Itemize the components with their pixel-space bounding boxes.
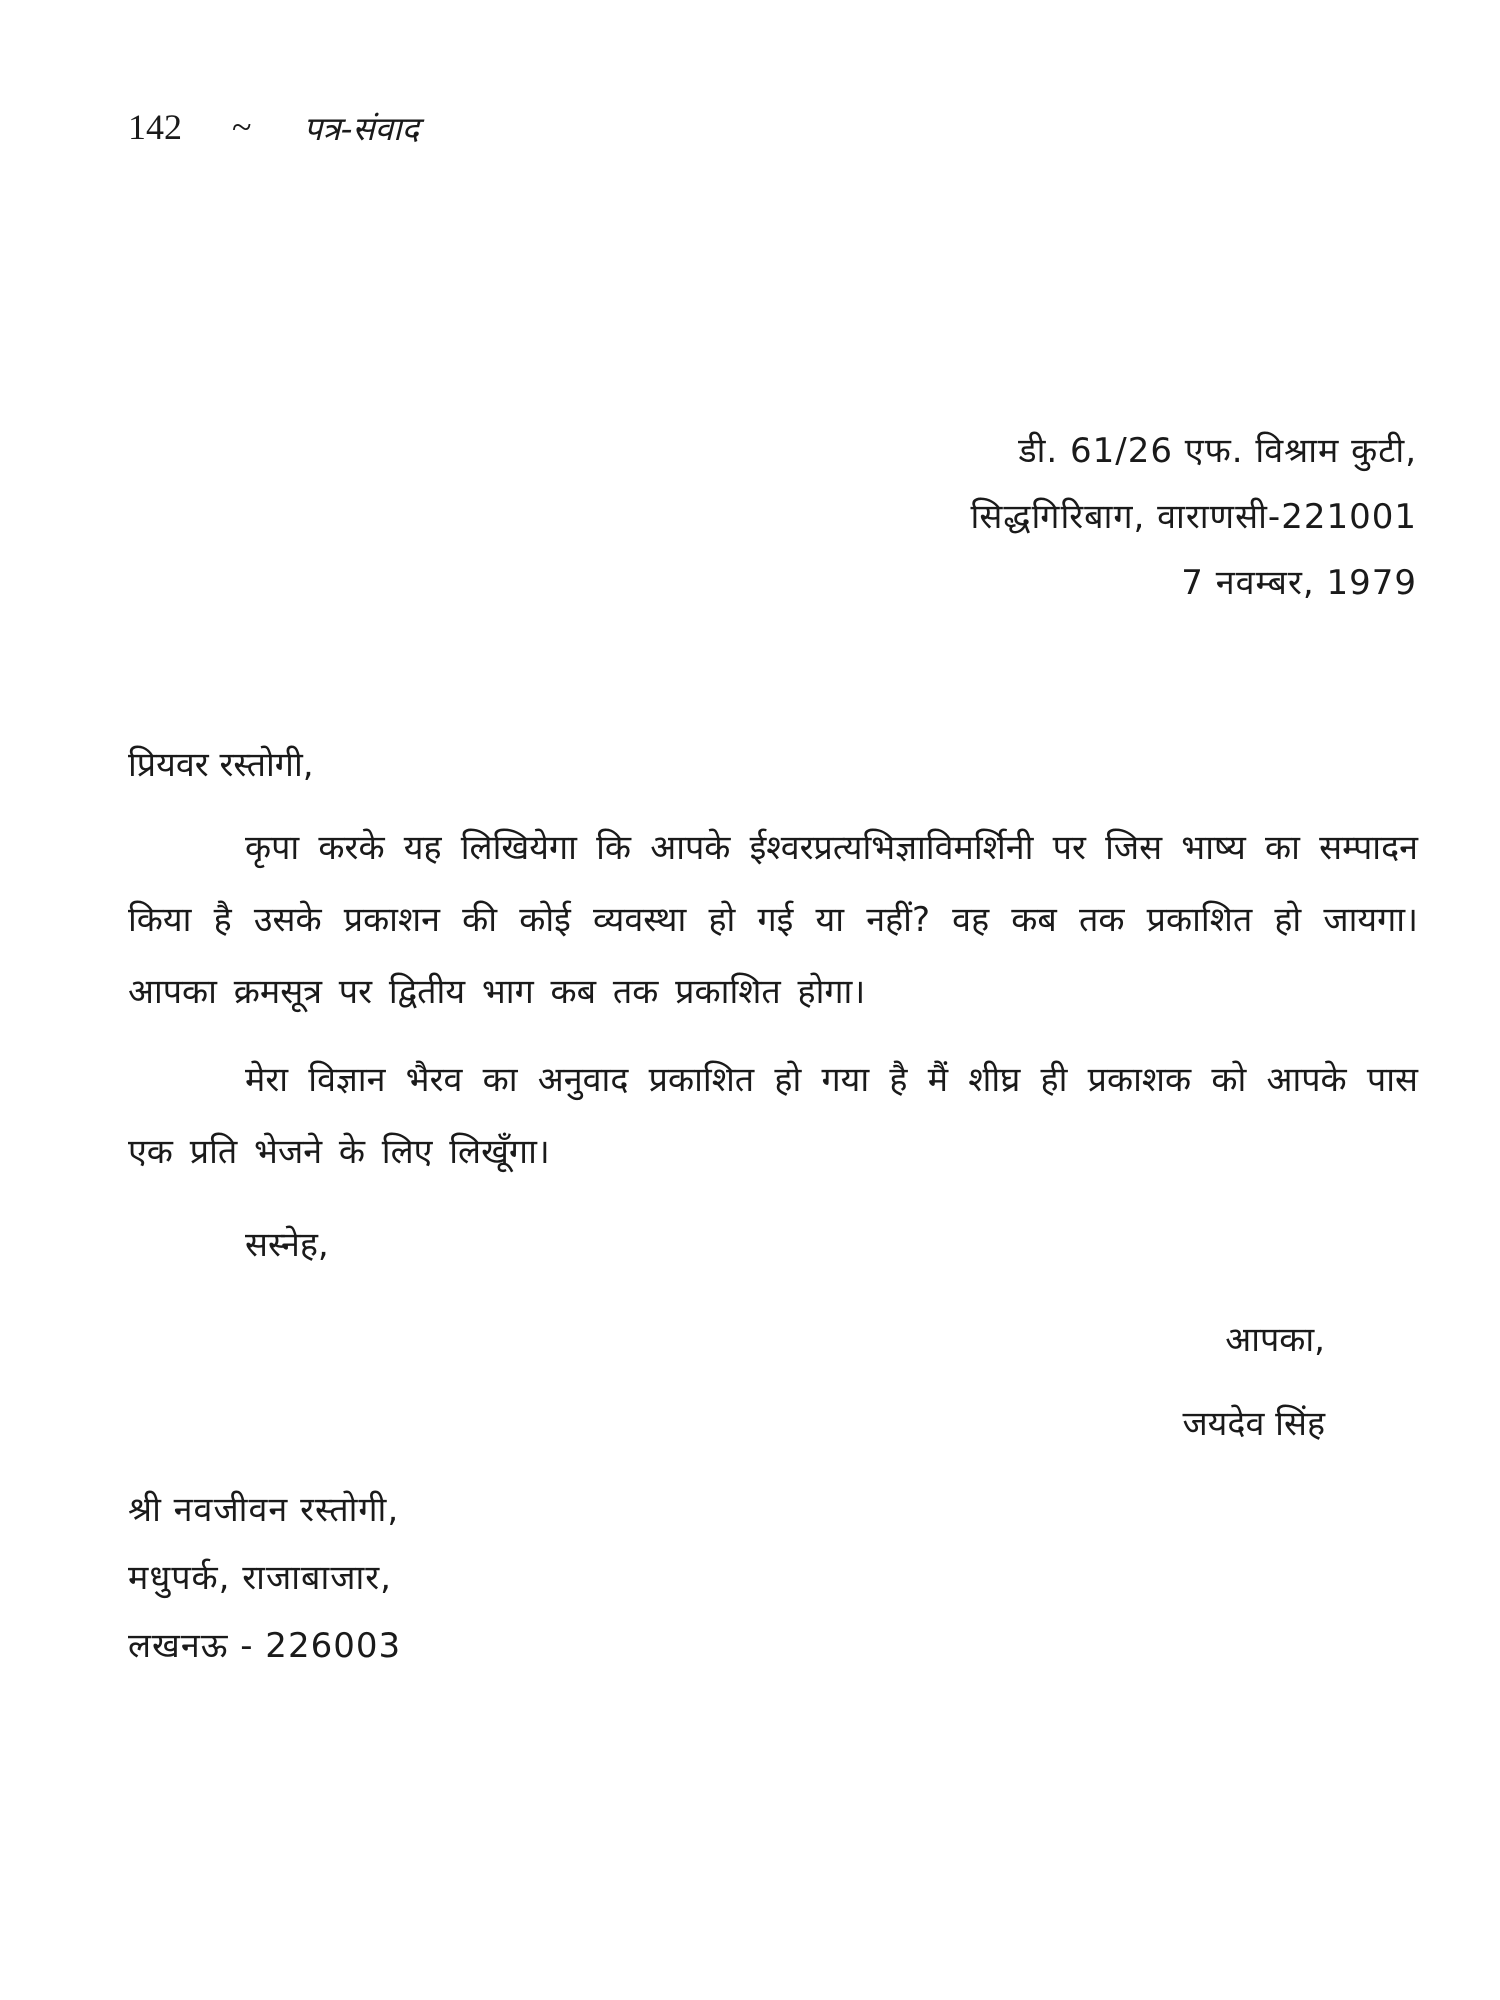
letter-date: 7 नवम्बर, 1979 (1181, 563, 1417, 603)
closing: सस्नेह, (245, 1225, 329, 1265)
recipient-address-line: लखनऊ - 226003 (128, 1626, 402, 1666)
header-separator: ~ (232, 107, 252, 147)
sender-address-line: डी. 61/26 एफ. विश्राम कुटी, (1018, 431, 1417, 471)
signature-yours: आपका, (1225, 1320, 1325, 1360)
page-number: 142 (128, 107, 182, 147)
recipient-address-line: श्री नवजीवन रस्तोगी, (128, 1490, 400, 1530)
salutation: प्रियवर रस्तोगी, (128, 745, 314, 785)
page-header (128, 102, 419, 152)
signature-name: जयदेव सिंह (1182, 1404, 1325, 1444)
sender-address (971, 418, 1417, 616)
running-title: पत्र-संवाद (303, 108, 420, 148)
body-paragraph: कृपा करके यह लिखियेगा कि आपके ईश्वरप्रत्यभिज्ञाविमर्शिनी पर जिस भाष्य का सम्पादन किया है उसके प्रकाशन की कोई व्यवस्था हो गई या नहीं? वह कब तक प्रकाशित हो जायगा। आपका क्रमसूत्र पर द्वितीय भाग कब तक प्रकाशित होगा। (128, 828, 1418, 1012)
signature-block (1182, 1298, 1325, 1466)
sender-address-line: सिद्धगिरिबाग, वाराणसी-221001 (970, 497, 1417, 537)
body-paragraph: मेरा विज्ञान भैरव का अनुवाद प्रकाशित हो गया है मैं शीघ्र ही प्रकाशक को आपके पास एक प्रति भेजने के लिए लिखूँगा। (128, 1060, 1418, 1172)
recipient-address (128, 1476, 401, 1680)
recipient-address-line: मधुपर्क, राजाबाजार, (128, 1558, 392, 1598)
